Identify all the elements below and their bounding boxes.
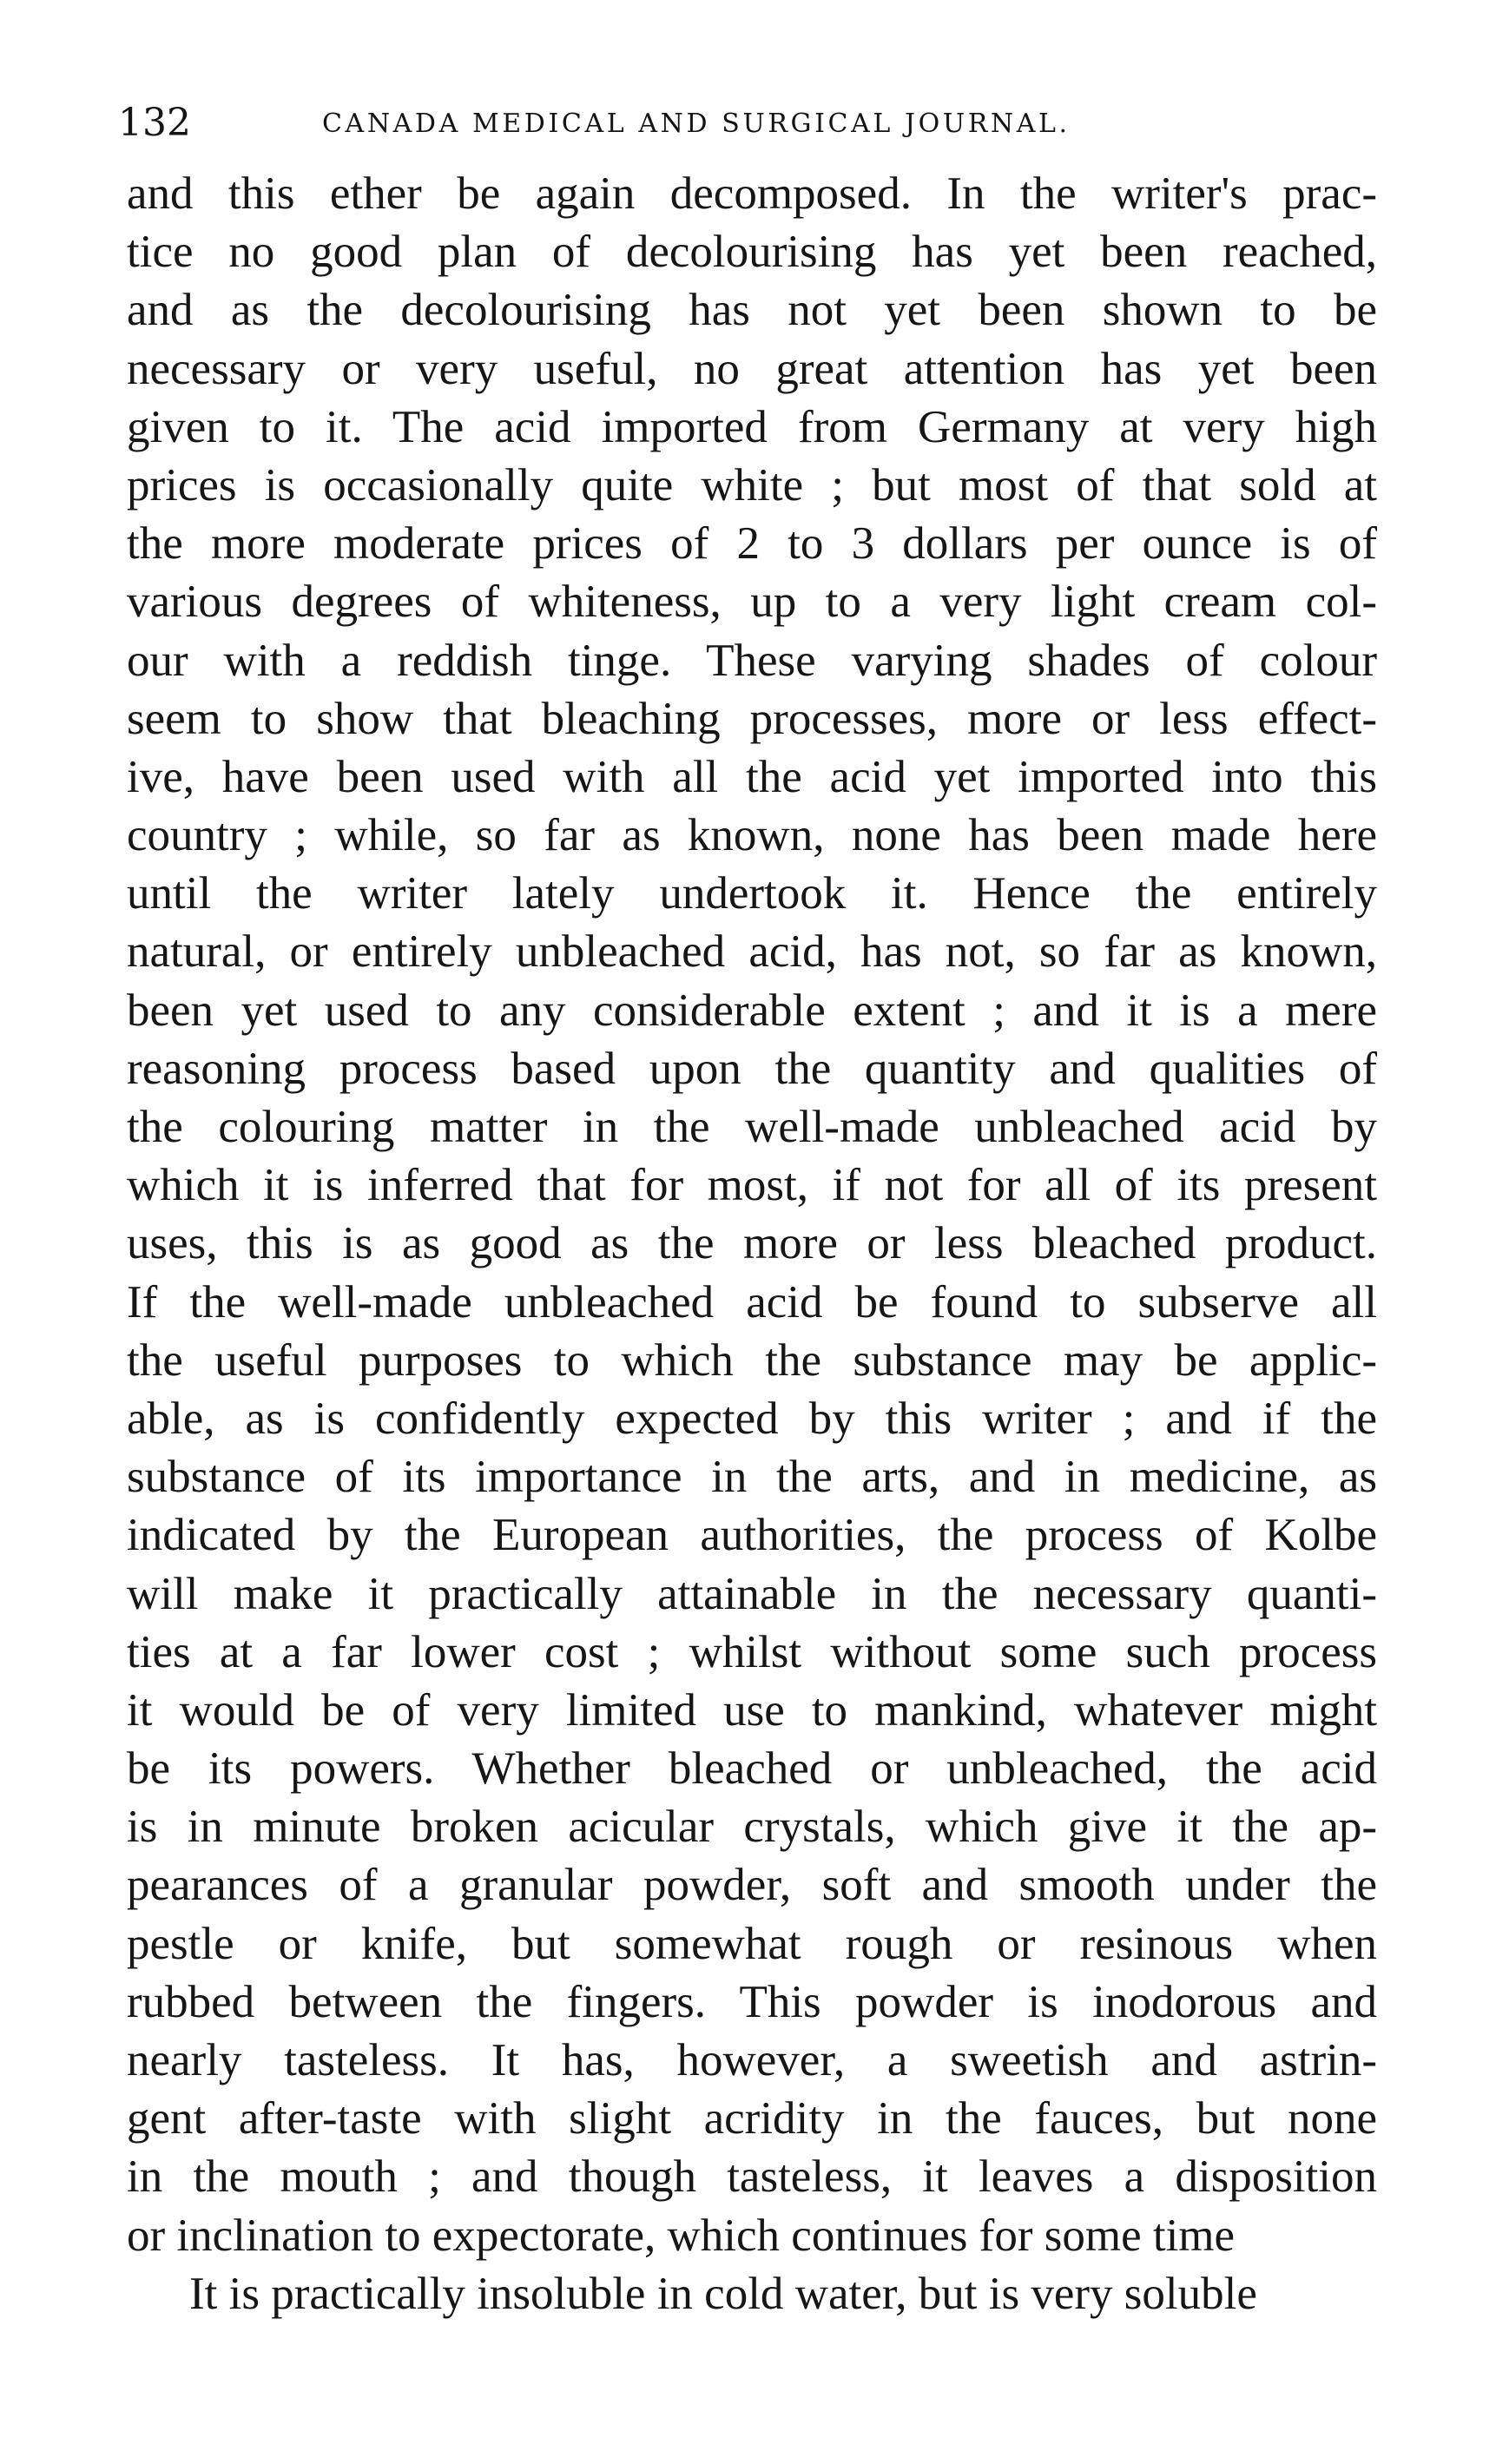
text-line: given to it. The acid imported from Germany at very high (127, 401, 1377, 452)
text-line: It is practically insoluble in cold water, but is very soluble (189, 2268, 1257, 2319)
text-line: indicated by the European authorities, the process of Kolbe (127, 1510, 1377, 1561)
text-line: able, as is confidently expected by this writer ; and if the (127, 1393, 1377, 1444)
text-line: seem to show that bleaching processes, more or less effect- (127, 693, 1377, 744)
text-line: ive, have been used with all the acid yet imported into this (127, 751, 1377, 802)
page-number: 132 (118, 101, 191, 145)
text-line: necessary or very useful, no great attention has yet been (127, 343, 1377, 394)
text-line: be its powers. Whether bleached or unbleached, the acid (127, 1743, 1377, 1795)
text-line: tice no good plan of decolourising has yet been reached, (127, 227, 1377, 278)
text-line: and this ether be again decomposed. In the writer's prac- (127, 168, 1377, 219)
text-line: pearances of a granular powder, soft and smooth under the (127, 1860, 1377, 1911)
text-line: or inclination to expectorate, which continues for some time (127, 2210, 1236, 2261)
text-line: pestle or knife, but somewhat rough or resinous when (127, 1918, 1377, 1969)
text-line: natural, or entirely unbleached acid, has not, so far as known, (127, 926, 1377, 978)
text-line: it would be of very limited use to mankind, whatever might (127, 1684, 1377, 1736)
text-line: the useful purposes to which the substance may be applic- (127, 1334, 1377, 1386)
text-line: gent after-taste with slight acridity in the fauces, but none (127, 2093, 1377, 2144)
text-line: rubbed between the fingers. This powder is inodorous and (127, 1976, 1377, 2027)
text-line: uses, this is as good as the more or less bleached product. (127, 1218, 1377, 1269)
text-line: is in minute broken acicular crystals, which give it the ap- (127, 1802, 1377, 1853)
text-line: our with a reddish tinge. These varying shades of colour (127, 635, 1377, 686)
text-line: nearly tasteless. It has, however, a sweetish and astrin- (127, 2035, 1377, 2085)
text-line: prices is occasionally quite white ; but most of that sold at (127, 459, 1377, 511)
text-line: If the well-made unbleached acid be found to subserve all (127, 1276, 1377, 1328)
text-line: until the writer lately undertook it. Hence the entirely (127, 868, 1377, 919)
text-line: the colouring matter in the well-made unbleached acid by (127, 1102, 1377, 1152)
text-line: been yet used to any considerable extent ; and it is a mere (127, 985, 1377, 1036)
journal-title: CANADA MEDICAL AND SURGICAL JOURNAL. (322, 109, 1071, 139)
running-head (118, 97, 1386, 149)
text-line: ties at a far lower cost ; whilst without some such process (127, 1626, 1377, 1677)
text-line: in the mouth ; and though tasteless, it leaves a disposition (127, 2151, 1377, 2203)
text-line: will make it practically attainable in the necessary quanti- (127, 1568, 1377, 1619)
text-line: country ; while, so far as known, none has been made here (127, 810, 1377, 861)
text-line: the more moderate prices of 2 to 3 dollars per ounce is of (127, 518, 1377, 570)
text-line: substance of its importance in the arts, and in medicine, as (127, 1452, 1377, 1503)
text-line: various degrees of whiteness, up to a very light cream col- (127, 576, 1377, 628)
text-line: and as the decolourising has not yet been shown to be (127, 285, 1377, 336)
text-line: reasoning process based upon the quantity and qualities of (127, 1043, 1377, 1094)
text-line: which it is inferred that for most, if not for all of its present (127, 1160, 1377, 1211)
body-text (127, 165, 1377, 2323)
